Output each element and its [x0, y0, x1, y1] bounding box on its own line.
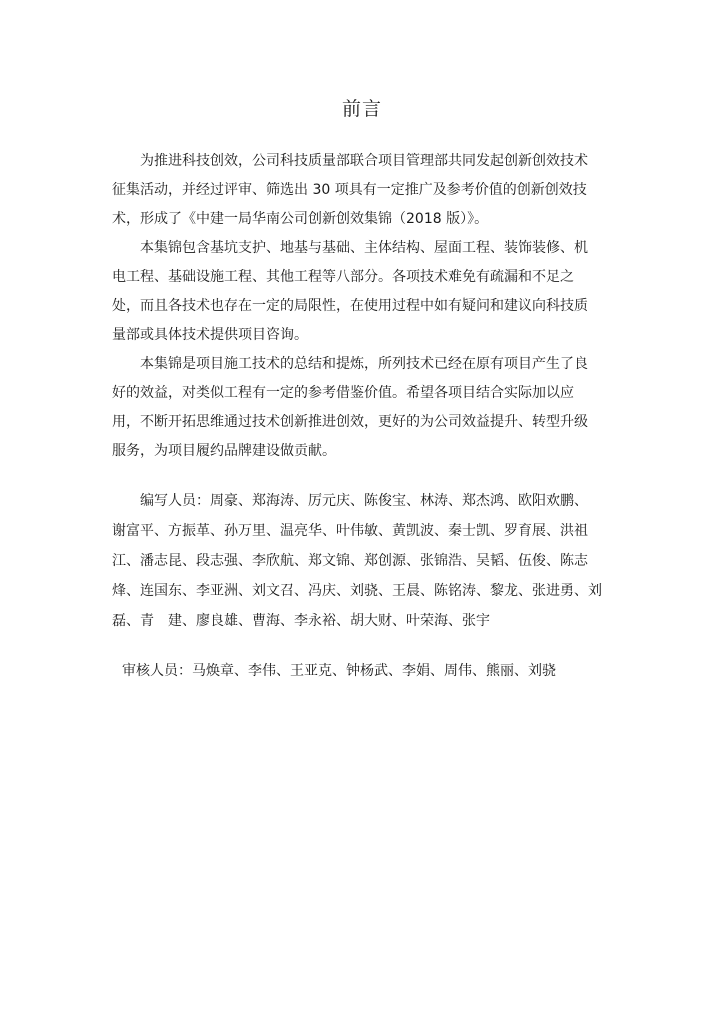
- text-line: 征集活动，并经过评审、筛选出 30 项具有一定推广及参考价值的创新创效技: [112, 182, 587, 198]
- text-line: 好的效益，对类似工程有一定的参考借鉴价值。希望各项目结合实际加以应: [112, 385, 574, 401]
- paragraph-summary: [112, 350, 612, 466]
- text-line: 江、潘志昆、段志强、李欣航、郑文锦、郑创源、张锦浩、吴韬、伍俊、陈志: [112, 553, 588, 569]
- text-line: 处，而且各技术也存在一定的局限性，在使用过程中如有疑问和建议向科技质: [112, 298, 588, 314]
- text-line: 编写人员：周豪、郑海涛、厉元庆、陈俊宝、林涛、郑杰鸿、欧阳欢鹏、: [140, 493, 588, 509]
- text-line: 谢富平、方振革、孙万里、温亮华、叶伟敏、黄凯波、秦士凯、罗育展、洪祖: [112, 523, 588, 539]
- page-title: 前言: [341, 98, 382, 120]
- text-line: 量部或具体技术提供项目咨询。: [112, 327, 308, 343]
- text-line: 本集锦是项目施工技术的总结和提炼，所列技术已经在原有项目产生了良: [140, 356, 588, 372]
- paragraph-intro: [112, 147, 612, 234]
- text-line: 磊、青 建、廖良雄、曹海、李永裕、胡大财、叶荣海、张宇: [112, 613, 490, 629]
- paragraph-contents: [112, 234, 612, 350]
- text-line: 服务，为项目履约品牌建设做贡献。: [112, 443, 336, 459]
- text-line: 本集锦包含基坑支护、地基与基础、主体结构、屋面工程、装饰装修、机: [140, 240, 588, 256]
- editors-list: [112, 486, 617, 636]
- text-line: 用，不断开拓思维通过技术创新推进创效，更好的为公司效益提升、转型升级: [112, 414, 588, 430]
- reviewers-list: 审核人员：马焕章、李伟、王亚克、钟杨武、李娟、周伟、熊丽、刘骁: [122, 663, 556, 679]
- text-line: 术，形成了《中建一局华南公司创新创效集锦（2018 版）》。: [112, 211, 489, 227]
- text-line: 烽、连国东、李亚洲、刘文召、冯庆、刘骁、王晨、陈铭涛、黎龙、张进勇、刘: [112, 583, 602, 599]
- text-line: 电工程、基础设施工程、其他工程等八部分。各项技术难免有疏漏和不足之: [112, 269, 574, 285]
- preface-body: [112, 147, 612, 466]
- text-line: 为推进科技创效，公司科技质量部联合项目管理部共同发起创新创效技术: [140, 153, 588, 169]
